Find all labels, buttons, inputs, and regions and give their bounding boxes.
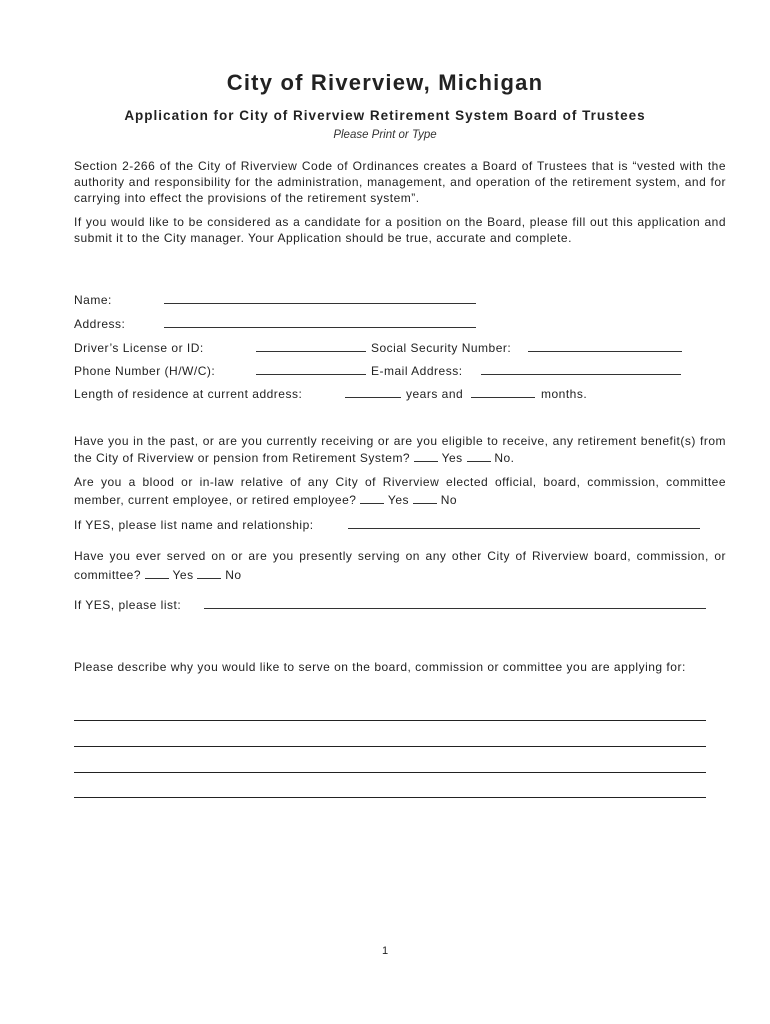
relative-yes-label: Yes: [387, 493, 409, 507]
served-question: [74, 547, 726, 585]
retirement-no-label: No.: [494, 451, 515, 465]
address-field[interactable]: [164, 316, 476, 328]
relative-no-label: No: [440, 493, 458, 507]
phone-label: Phone Number (H/W/C):: [74, 364, 216, 378]
email-field[interactable]: [481, 363, 681, 375]
response-line-4[interactable]: [74, 797, 706, 798]
email-label: E-mail Address:: [371, 364, 463, 378]
ssn-field[interactable]: [528, 340, 682, 352]
relative-question: [74, 473, 726, 509]
response-line-2[interactable]: [74, 746, 706, 747]
retirement-question-text: Have you in the past, or are you currently receiving or are you eligible to receive, any retirement benefit(s) from the City of Riverview or pension from Retirement System?: [74, 434, 726, 465]
response-line-1[interactable]: [74, 720, 706, 721]
residence-label: Length of residence at current address:: [74, 387, 303, 401]
name-label: Name:: [74, 293, 112, 307]
phone-field[interactable]: [256, 363, 366, 375]
retirement-yes-label: Yes: [441, 451, 463, 465]
page-number: 1: [381, 945, 389, 957]
residence-years-field[interactable]: [345, 386, 401, 398]
ordinance-paragraph: Section 2-266 of the City of Riverview Code of Ordinances creates a Board of Trustees that is “vested with the authority and responsibility for the administration, management, and operation of the retirement system, and for carrying into effect the provisions of the retirement system”.: [74, 159, 726, 205]
relative-yes-blank[interactable]: [360, 492, 384, 504]
served-question-text: Have you ever served on or are you presently serving on any other City of Riverview board, commission, or committee?: [74, 549, 726, 582]
residence-months-field[interactable]: [471, 386, 535, 398]
name-field[interactable]: [164, 292, 476, 304]
served-no-blank[interactable]: [197, 567, 221, 579]
address-label: Address:: [74, 317, 126, 331]
retirement-no-blank[interactable]: [467, 450, 491, 462]
license-field[interactable]: [256, 340, 366, 352]
retirement-question: [74, 433, 726, 467]
relative-question-text: Are you a blood or in-law relative of any City of Riverview elected official, board, commission, committee member, current employee, or retired employee?: [74, 475, 726, 507]
describe-question: Please describe why you would like to serve on the board, commission or committee you are applying for:: [74, 660, 686, 674]
served-yes-blank[interactable]: [145, 567, 169, 579]
page-title: City of Riverview, Michigan: [226, 70, 544, 95]
years-label: years and: [406, 387, 464, 401]
response-line-3[interactable]: [74, 772, 706, 773]
form-subtitle: Application for City of Riverview Retirement System Board of Trustees: [124, 108, 646, 123]
served-yes-label: Yes: [172, 568, 194, 582]
instructions-paragraph: If you would like to be considered as a candidate for a position on the Board, please fill out this application and submit it to the City manager. Your Application should be true, accurate and complete.: [74, 215, 726, 245]
retirement-yes-blank[interactable]: [414, 450, 438, 462]
relationship-label: If YES, please list name and relationship:: [74, 518, 314, 532]
list-field[interactable]: [204, 597, 706, 609]
relationship-field[interactable]: [348, 517, 700, 529]
months-label: months.: [541, 387, 588, 401]
ssn-label: Social Security Number:: [371, 341, 512, 355]
print-instruction: Please Print or Type: [333, 129, 437, 141]
served-no-label: No: [225, 568, 242, 582]
list-label: If YES, please list:: [74, 598, 182, 612]
relative-no-blank[interactable]: [413, 492, 437, 504]
license-label: Driver’s License or ID:: [74, 341, 204, 355]
